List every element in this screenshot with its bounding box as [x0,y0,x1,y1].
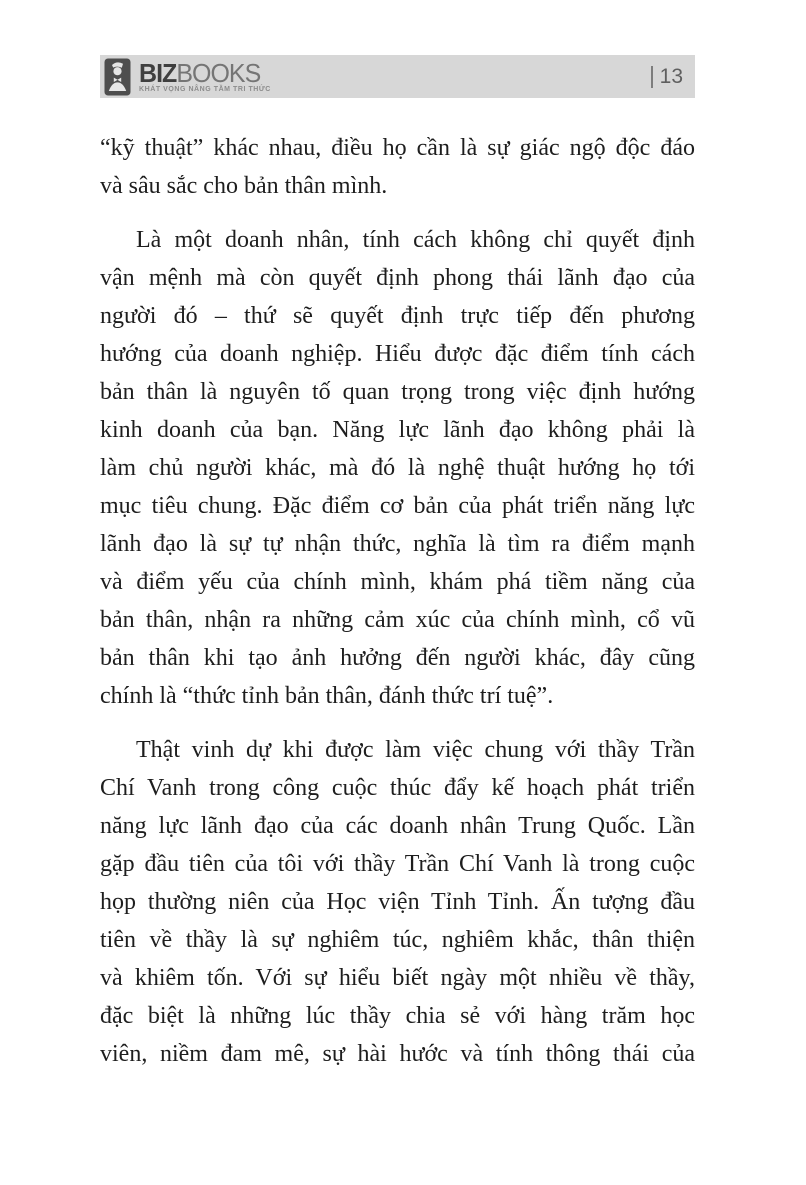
text-line: tiên về thầy là sự nghiêm túc, nghiêm khắc, thân thiện [100,927,695,953]
publisher-banner [100,55,695,98]
body-text [100,129,695,1073]
text-line: gặp đầu tiên của tôi với thầy Trần Chí Vanh là trong cuộc [100,851,695,877]
text-line: và điểm yếu của chính mình, khám phá tiềm năng của [100,569,695,595]
text-line: bản thân là nguyên tố quan trọng trong việc định hướng [100,379,695,405]
publisher-logo-text [139,57,271,93]
text-line: và sâu sắc cho bản thân mình. [100,173,388,199]
text-line: làm chủ người khác, mà đó là nghệ thuật hướng họ tới [100,455,695,481]
text-line: đặc biệt là những lúc thầy chia sẻ với hàng trăm học [100,1003,695,1029]
publisher-logo [104,57,271,96]
text-line: viên, niềm đam mê, sự hài hước và tính thông thái của [100,1041,695,1067]
text-line: “kỹ thuật” khác nhau, điều họ cần là sự giác ngộ độc đáo [100,135,695,161]
text-line: bản thân khi tạo ảnh hưởng đến người khác, đây cũng [100,645,695,671]
text-line: bản thân, nhận ra những cảm xúc của chính mình, cổ vũ [100,607,695,633]
text-line: kinh doanh của bạn. Năng lực lãnh đạo không phải là [100,417,695,443]
page-number-value: 13 [659,64,683,88]
brand-name-bold: BIZ [139,57,177,88]
page-number-divider [651,66,653,88]
text-line: lãnh đạo là sự tự nhận thức, nghĩa là tìm ra điểm mạnh [100,531,695,557]
brand-name-light: BOOKS [176,57,261,88]
text-line: họp thường niên của Học viện Tỉnh Tỉnh. Ấn tượng đầu [100,889,695,915]
page-number [651,65,683,89]
text-line: người đó – thứ sẽ quyết định trực tiếp đến phương [100,303,695,329]
brand-tagline: KHÁT VỌNG NÂNG TẦM TRI THỨC [139,85,271,93]
paragraph [100,731,695,1073]
text-line: mục tiêu chung. Đặc điểm cơ bản của phát triển năng lực [100,493,695,519]
paragraph [100,129,695,205]
paragraph [100,221,695,715]
brand-name [139,57,266,88]
text-line: vận mệnh mà còn quyết định phong thái lãnh đạo của [100,265,695,291]
text-line: Chí Vanh trong công cuộc thúc đẩy kế hoạch phát triển [100,775,695,801]
text-line: Là một doanh nhân, tính cách không chỉ quyết định [136,227,695,253]
bizbooks-logo-icon [104,58,131,96]
text-line: chính là “thức tỉnh bản thân, đánh thức trí tuệ”. [100,683,554,709]
text-line: và khiêm tốn. Với sự hiểu biết ngày một nhiều về thầy, [100,965,695,991]
text-line: hướng của doanh nghiệp. Hiểu được đặc điểm tính cách [100,341,695,367]
page-header [100,55,695,98]
text-line: Thật vinh dự khi được làm việc chung với thầy Trần [136,737,695,763]
text-line: năng lực lãnh đạo của các doanh nhân Trung Quốc. Lần [100,813,695,839]
